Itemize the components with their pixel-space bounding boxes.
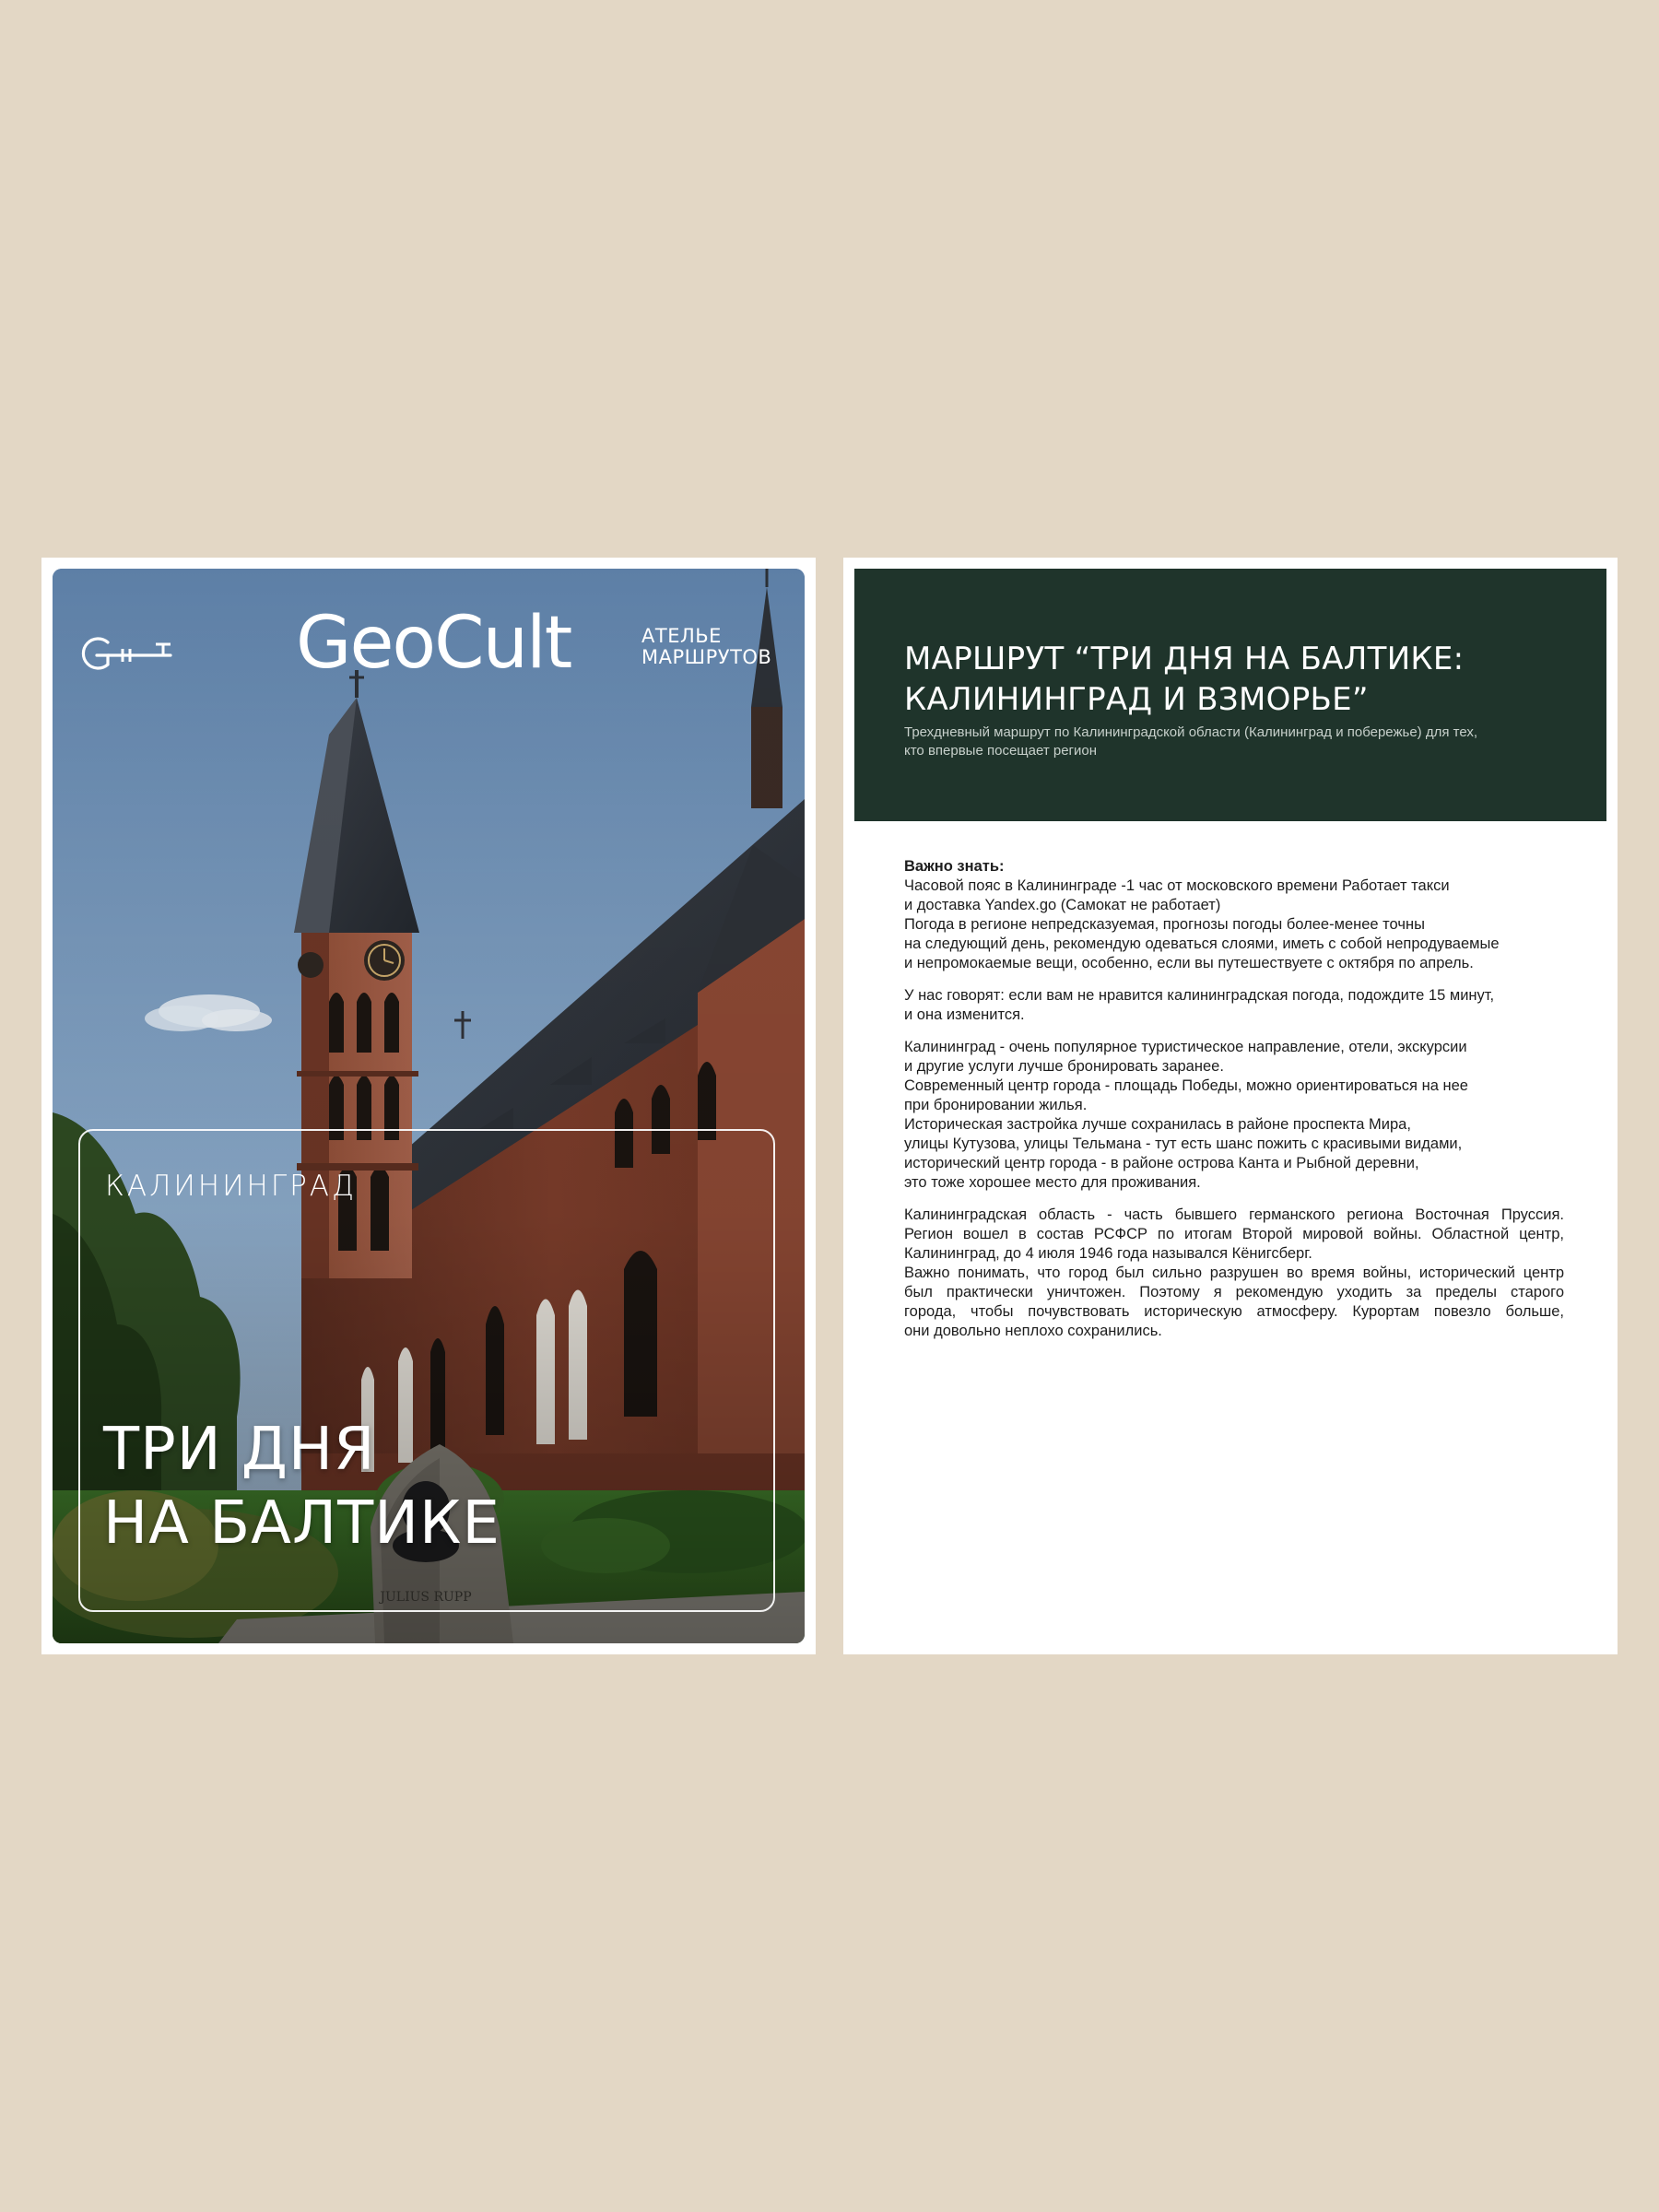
paragraph-line: Калининград, до 4 июля 1946 года назывался Кёнигсберг. xyxy=(904,1245,1312,1262)
paragraph-line: Калининград - очень популярное туристическое направление, отели, экскурсии xyxy=(904,1039,1467,1055)
route-banner xyxy=(854,569,1606,821)
paragraph-line: на следующий день, рекомендую одеваться слоями, иметь с собой непродуваемые xyxy=(904,935,1500,952)
geocult-key-icon xyxy=(76,633,172,674)
city-label: КАЛИНИНГРАД xyxy=(105,1170,358,1203)
paragraph-history xyxy=(904,1206,1564,1341)
important-heading: Важно знать: xyxy=(904,858,1005,875)
route-subtitle-line-2: кто впервые посещает регион xyxy=(904,743,1098,759)
brand-name: GeoCult xyxy=(296,602,571,685)
route-subtitle-line-1: Трехдневный маршрут по Калининградской области (Калининград и побережье) для тех, xyxy=(904,724,1478,740)
paragraph-line: и она изменится. xyxy=(904,1006,1025,1023)
paragraph-important xyxy=(904,857,1564,973)
cover-title-line-1: ТРИ ДНЯ xyxy=(103,1416,376,1484)
cover-sheet xyxy=(41,558,816,1654)
tagline-line-2: МАРШРУТОВ xyxy=(641,646,772,668)
paragraph-line: и другие услуги лучше бронировать заранее. xyxy=(904,1058,1224,1075)
paragraph-line: города, чтобы почувствовать историческую атмосферу. Курортам повезло больше, xyxy=(904,1303,1564,1320)
info-sheet xyxy=(843,558,1618,1654)
paragraph-line: они довольно неплохо сохранились. xyxy=(904,1323,1162,1339)
cover-panel xyxy=(53,569,805,1643)
paragraph-line: Часовой пояс в Калининграде -1 час от московского времени Работает такси xyxy=(904,877,1450,894)
tagline-line-1: АТЕЛЬЕ xyxy=(641,625,722,647)
paragraph-line: Калининградская область - часть бывшего германского региона Восточная Пруссия. xyxy=(904,1206,1564,1223)
paragraph-weather xyxy=(904,986,1564,1025)
paragraph-line: улицы Кутузова, улицы Тельмана - тут есть шанс пожить с красивыми видами, xyxy=(904,1135,1463,1152)
route-subtitle xyxy=(904,724,1570,760)
info-body xyxy=(904,857,1564,1354)
paragraph-line: и доставка Yandex.go (Самокат не работает) xyxy=(904,897,1221,913)
route-title-line-1: МАРШРУТ “ТРИ ДНЯ НА БАЛТИКЕ: xyxy=(904,641,1465,677)
paragraph-booking xyxy=(904,1038,1564,1193)
paragraph-line: У нас говорят: если вам не нравится калининградская погода, подождите 15 минут, xyxy=(904,987,1495,1004)
cover-title xyxy=(103,1413,500,1560)
paragraph-line: Историческая застройка лучше сохранилась в районе проспекта Мира, xyxy=(904,1116,1411,1133)
route-title-line-2: КАЛИНИНГРАД И ВЗМОРЬЕ” xyxy=(904,681,1369,718)
cover-title-line-2: НА БАЛТИКЕ xyxy=(103,1489,500,1558)
paragraph-line: при бронировании жилья. xyxy=(904,1097,1088,1113)
paragraph-line: был практически уничтожен. Поэтому я рекомендую уходить за пределы старого xyxy=(904,1284,1564,1300)
paragraph-line: это тоже хорошее место для проживания. xyxy=(904,1174,1201,1191)
paragraph-line: Важно понимать, что город был сильно разрушен во время войны, исторический центр xyxy=(904,1265,1564,1281)
paragraph-line: исторический центр города - в районе острова Канта и Рыбной деревни, xyxy=(904,1155,1419,1171)
paragraph-line: Погода в регионе непредсказуемая, прогнозы погоды более-менее точны xyxy=(904,916,1425,933)
paragraph-line: Современный центр города - площадь Победы, можно ориентироваться на нее xyxy=(904,1077,1468,1094)
paragraph-line: и непромокаемые вещи, особенно, если вы путешествуете с октября по апрель. xyxy=(904,955,1474,971)
brand-tagline xyxy=(641,626,798,668)
route-title xyxy=(904,639,1570,720)
paragraph-line: Регион вошел в состав РСФСР по итогам Второй мировой войны. Областной центр, xyxy=(904,1226,1564,1242)
